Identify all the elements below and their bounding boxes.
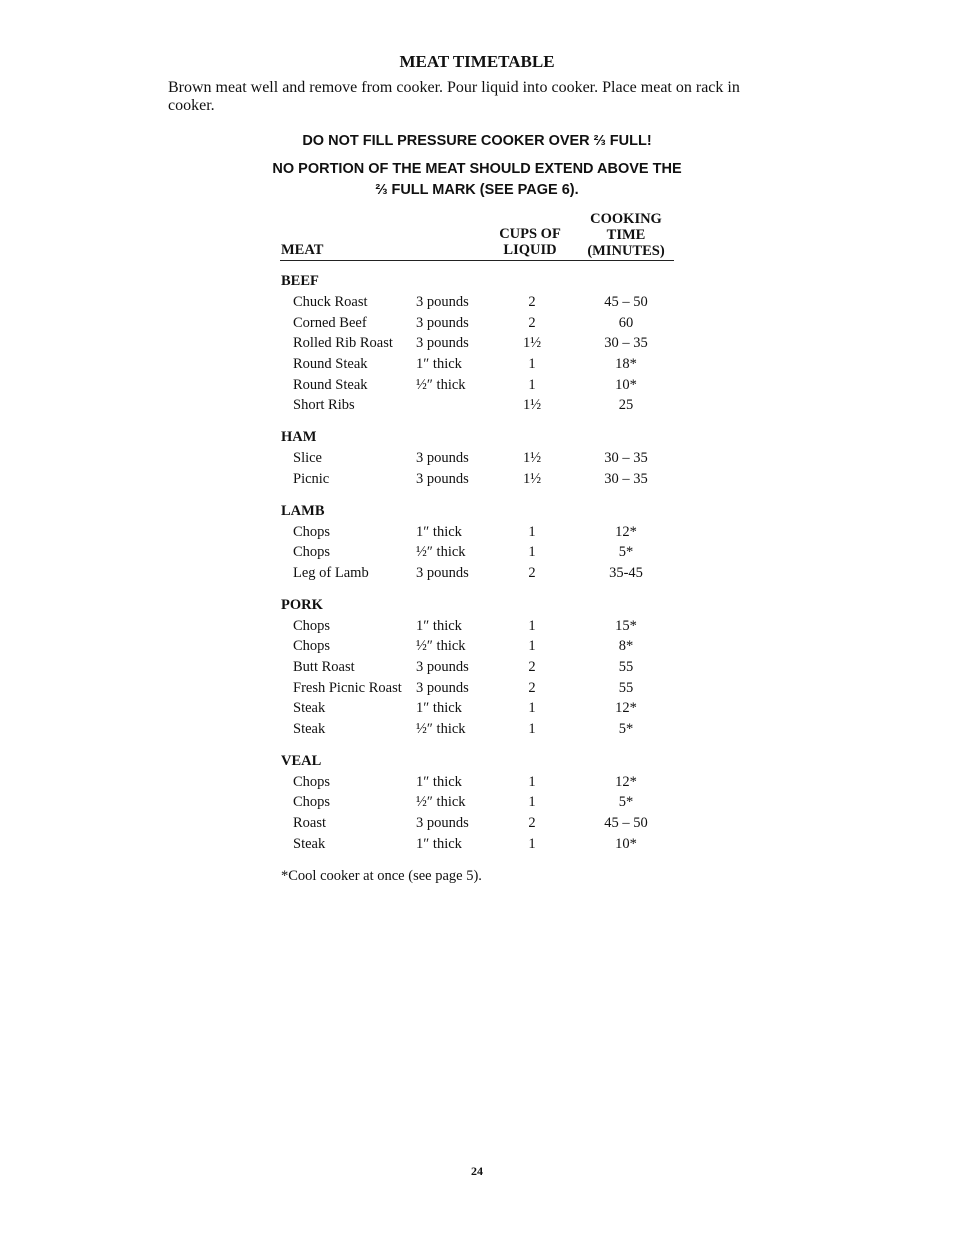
amount: 1″ thick [416, 617, 462, 634]
table-row [0, 636, 954, 657]
header-cups-line-1: CUPS OF [499, 226, 561, 242]
cooking-time: 18* [615, 356, 637, 373]
cooking-time: 15* [615, 617, 637, 634]
cut-name: Corned Beef [293, 314, 367, 331]
table-row [0, 542, 954, 563]
cups-of-liquid: 1½ [522, 450, 542, 467]
meat-group-lamb [0, 501, 954, 584]
cups-of-liquid: 1½ [522, 470, 542, 487]
cooking-time: 10* [615, 376, 637, 393]
table-row [0, 678, 954, 699]
cups-of-liquid: 2 [528, 658, 536, 675]
header-time-line-1: COOKING [590, 211, 662, 227]
cut-name: Steak [293, 721, 326, 737]
cut-name: Picnic [293, 470, 330, 487]
cut-name: Round Steak [293, 356, 368, 373]
cooking-time: 30 – 35 [604, 470, 648, 487]
cut-name: Fresh Picnic Roast [293, 679, 402, 696]
cut-name: Chops [293, 794, 331, 811]
cups-of-liquid: 2 [528, 564, 536, 581]
table-row [0, 834, 954, 855]
cups-of-liquid: 2 [528, 679, 536, 696]
header-cups-of-liquid [490, 226, 570, 258]
meat-group-ham [0, 427, 954, 489]
table-row [0, 813, 954, 834]
cut-name: Chops [293, 617, 331, 634]
header-cups-line-2: LIQUID [503, 242, 557, 258]
group-heading: LAMB [281, 502, 325, 519]
amount: ½″ thick [416, 544, 466, 561]
table-row [0, 792, 954, 813]
cut-name: Chops [293, 773, 331, 790]
cups-of-liquid: 1 [528, 523, 536, 540]
cups-of-liquid: 1 [528, 835, 536, 852]
amount: 1″ thick [416, 835, 462, 852]
meat-timetable [0, 271, 954, 865]
cooking-time: 55 [618, 679, 634, 696]
cooking-time: 25 [618, 397, 634, 414]
table-row [0, 313, 954, 334]
amount: 3 pounds [416, 815, 469, 832]
cups-of-liquid: 2 [528, 815, 536, 832]
warning-line-2: ⅔ FULL MARK (SEE PAGE 6). [375, 182, 579, 198]
cooking-time: 12* [615, 523, 637, 540]
cups-of-liquid: 1 [528, 376, 536, 393]
cups-of-liquid: 1½ [522, 397, 542, 414]
table-row [0, 354, 954, 375]
header-meat: MEAT [281, 242, 324, 258]
warning-line-1: NO PORTION OF THE MEAT SHOULD EXTEND ABOVE THE [272, 161, 682, 177]
amount: 3 pounds [416, 679, 469, 696]
group-heading: VEAL [281, 752, 322, 769]
warning-meat-portion [0, 159, 954, 201]
cooking-time: 12* [615, 773, 637, 790]
cut-name: Chops [293, 523, 331, 540]
intro-text: Brown meat well and remove from cooker. Pour liquid into cooker. Place meat on rack in cooker. [168, 79, 740, 114]
cups-of-liquid: 2 [528, 314, 536, 331]
amount: 3 pounds [416, 314, 469, 331]
cups-of-liquid: 1 [528, 700, 536, 717]
table-row [0, 522, 954, 543]
table-row [0, 657, 954, 678]
cups-of-liquid: 1 [528, 356, 536, 373]
cooking-time: 45 – 50 [604, 815, 648, 832]
cooking-time: 12* [615, 700, 637, 717]
page-number: 24 [471, 1164, 483, 1178]
cooking-time: 45 – 50 [604, 294, 648, 310]
cups-of-liquid: 1 [528, 544, 536, 561]
amount: ½″ thick [416, 721, 466, 737]
cups-of-liquid: 1 [528, 617, 536, 634]
cooking-time: 35-45 [609, 564, 643, 581]
cups-of-liquid: 1 [528, 794, 536, 811]
amount: 3 pounds [416, 564, 469, 581]
cooking-time: 8* [618, 638, 634, 655]
meat-group-pork [0, 595, 954, 740]
cooking-time: 5* [618, 721, 634, 737]
header-time-line-2: TIME [606, 227, 646, 243]
table-row [0, 395, 954, 416]
table-row [0, 616, 954, 637]
cut-name: Slice [293, 450, 322, 467]
table-row [0, 469, 954, 490]
amount: 3 pounds [416, 450, 469, 467]
cut-name: Short Ribs [293, 397, 355, 414]
cut-name: Chops [293, 544, 331, 561]
cut-name: Chuck Roast [293, 294, 368, 310]
cooking-time: 60 [618, 314, 634, 331]
cut-name: Chops [293, 638, 331, 655]
meat-group-veal [0, 751, 954, 855]
amount: 1″ thick [416, 356, 462, 373]
meat-group-beef [0, 271, 954, 416]
cut-name: Leg of Lamb [293, 564, 369, 581]
cups-of-liquid: 2 [528, 294, 536, 310]
table-row [0, 719, 954, 740]
table-row [0, 772, 954, 793]
amount: ½″ thick [416, 638, 466, 655]
cut-name: Steak [293, 835, 326, 852]
warning-fill-limit: DO NOT FILL PRESSURE COOKER OVER ⅔ FULL! [302, 133, 652, 149]
table-row [0, 375, 954, 396]
table-row [0, 333, 954, 354]
group-heading: HAM [281, 429, 317, 446]
amount: 1″ thick [416, 700, 462, 717]
amount: 3 pounds [416, 335, 469, 352]
footnote: *Cool cooker at once (see page 5). [281, 868, 482, 884]
header-cooking-time [580, 211, 672, 259]
cut-name: Rolled Rib Roast [293, 335, 393, 352]
table-row [0, 448, 954, 469]
amount: 3 pounds [416, 294, 469, 310]
table-row [0, 292, 954, 313]
group-heading: BEEF [281, 273, 319, 289]
cups-of-liquid: 1 [528, 721, 536, 737]
amount: 3 pounds [416, 470, 469, 487]
header-divider [280, 260, 674, 261]
cooking-time: 30 – 35 [604, 335, 648, 352]
header-time-line-3: (MINUTES) [587, 243, 665, 259]
table-row [0, 698, 954, 719]
cooking-time: 10* [615, 835, 637, 852]
amount: 1″ thick [416, 773, 462, 790]
cooking-time: 5* [618, 794, 634, 811]
cut-name: Steak [293, 700, 326, 717]
cut-name: Roast [293, 815, 327, 832]
cut-name: Round Steak [293, 376, 368, 393]
group-heading: PORK [281, 596, 323, 613]
cups-of-liquid: 1 [528, 638, 536, 655]
cups-of-liquid: 1 [528, 773, 536, 790]
amount: 3 pounds [416, 658, 469, 675]
amount: ½″ thick [416, 376, 466, 393]
amount: ½″ thick [416, 794, 466, 811]
table-row [0, 563, 954, 584]
cooking-time: 5* [618, 544, 634, 561]
cooking-time: 55 [618, 658, 634, 675]
cups-of-liquid: 1½ [522, 335, 542, 352]
amount: 1″ thick [416, 523, 462, 540]
cut-name: Butt Roast [293, 658, 355, 675]
cooking-time: 30 – 35 [604, 450, 648, 467]
page-title: MEAT TIMETABLE [399, 52, 555, 71]
